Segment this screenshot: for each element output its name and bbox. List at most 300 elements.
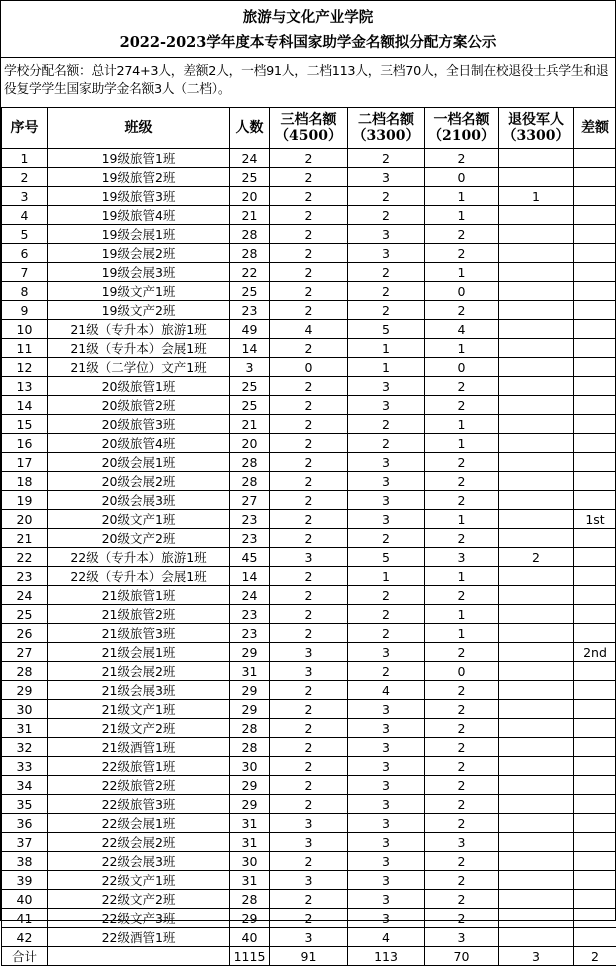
tier2-quota-cell: 3 bbox=[348, 795, 425, 814]
tier3-quota-cell: 2 bbox=[270, 681, 348, 700]
difference-cell bbox=[574, 320, 616, 339]
student-count-cell: 20 bbox=[230, 187, 270, 206]
tier3-quota-cell: 2 bbox=[270, 453, 348, 472]
class-name-cell: 21级文产2班 bbox=[48, 719, 230, 738]
row-number-cell: 13 bbox=[2, 377, 48, 396]
difference-cell bbox=[574, 415, 616, 434]
table-row bbox=[2, 263, 616, 282]
veteran-quota-cell bbox=[499, 472, 574, 491]
veteran-quota-cell bbox=[499, 871, 574, 890]
student-count-cell: 22 bbox=[230, 263, 270, 282]
veteran-quota-cell bbox=[499, 510, 574, 529]
veteran-quota-cell bbox=[499, 814, 574, 833]
tier3-quota-cell: 3 bbox=[270, 548, 348, 567]
tier2-quota-cell: 1 bbox=[348, 567, 425, 586]
row-number-cell: 14 bbox=[2, 396, 48, 415]
tier2-quota-cell: 2 bbox=[348, 529, 425, 548]
class-name-cell: 22级文产3班 bbox=[48, 909, 230, 928]
tier1-quota-cell: 1 bbox=[425, 415, 499, 434]
tier2-quota-cell: 2 bbox=[348, 586, 425, 605]
total-row bbox=[2, 947, 616, 966]
tier2-quota-cell: 3 bbox=[348, 700, 425, 719]
tier2-quota-cell: 3 bbox=[348, 890, 425, 909]
class-name-cell: 22级（专升本）旅游1班 bbox=[48, 548, 230, 567]
header-tier3 bbox=[270, 108, 348, 149]
class-name-cell: 19级旅管1班 bbox=[48, 149, 230, 168]
table-row bbox=[2, 776, 616, 795]
row-number-cell: 9 bbox=[2, 301, 48, 320]
class-name-cell: 19级文产2班 bbox=[48, 301, 230, 320]
row-number-cell: 29 bbox=[2, 681, 48, 700]
class-name-cell: 20级文产2班 bbox=[48, 529, 230, 548]
row-number-cell: 23 bbox=[2, 567, 48, 586]
total-tier1-quota-cell: 70 bbox=[425, 947, 499, 966]
row-number-cell: 21 bbox=[2, 529, 48, 548]
veteran-quota-cell bbox=[499, 928, 574, 947]
page-subtitle: 2022-2023学年度本专科国家助学金名额拟分配方案公示 bbox=[1, 32, 615, 54]
class-name-cell: 22级旅管1班 bbox=[48, 757, 230, 776]
veteran-quota-cell bbox=[499, 282, 574, 301]
difference-cell bbox=[574, 339, 616, 358]
divider bbox=[1, 57, 615, 58]
table-row bbox=[2, 890, 616, 909]
tier1-quota-cell: 1 bbox=[425, 339, 499, 358]
difference-cell bbox=[574, 529, 616, 548]
row-number-cell: 5 bbox=[2, 225, 48, 244]
tier3-quota-cell: 2 bbox=[270, 852, 348, 871]
class-name-cell: 20级会展1班 bbox=[48, 453, 230, 472]
veteran-quota-cell bbox=[499, 168, 574, 187]
student-count-cell: 23 bbox=[230, 301, 270, 320]
difference-cell bbox=[574, 852, 616, 871]
tier2-quota-cell: 3 bbox=[348, 643, 425, 662]
student-count-cell: 28 bbox=[230, 225, 270, 244]
class-name-cell: 21级文产1班 bbox=[48, 700, 230, 719]
veteran-quota-cell bbox=[499, 833, 574, 852]
student-count-cell: 29 bbox=[230, 776, 270, 795]
tier3-quota-cell: 2 bbox=[270, 149, 348, 168]
tier2-quota-cell: 5 bbox=[348, 548, 425, 567]
student-count-cell: 20 bbox=[230, 434, 270, 453]
total-tier2-quota-cell: 113 bbox=[348, 947, 425, 966]
veteran-quota-cell bbox=[499, 225, 574, 244]
class-name-cell: 20级会展3班 bbox=[48, 491, 230, 510]
row-number-cell: 38 bbox=[2, 852, 48, 871]
tier3-quota-cell: 2 bbox=[270, 909, 348, 928]
class-name-cell: 19级旅管4班 bbox=[48, 206, 230, 225]
student-count-cell: 29 bbox=[230, 681, 270, 700]
class-name-cell: 19级文产1班 bbox=[48, 282, 230, 301]
tier2-quota-cell: 3 bbox=[348, 491, 425, 510]
tier1-quota-cell: 1 bbox=[425, 434, 499, 453]
table-row bbox=[2, 757, 616, 776]
student-count-cell: 31 bbox=[230, 871, 270, 890]
student-count-cell: 29 bbox=[230, 700, 270, 719]
row-number-cell: 37 bbox=[2, 833, 48, 852]
tier3-quota-cell: 2 bbox=[270, 624, 348, 643]
table-row bbox=[2, 662, 616, 681]
row-number-cell: 16 bbox=[2, 434, 48, 453]
tier3-quota-cell: 2 bbox=[270, 282, 348, 301]
class-name-cell: 20级旅管3班 bbox=[48, 415, 230, 434]
difference-cell bbox=[574, 301, 616, 320]
difference-cell bbox=[574, 681, 616, 700]
tier1-quota-cell: 2 bbox=[425, 472, 499, 491]
veteran-quota-cell bbox=[499, 738, 574, 757]
difference-cell bbox=[574, 377, 616, 396]
tier3-quota-cell: 3 bbox=[270, 814, 348, 833]
veteran-quota-cell bbox=[499, 795, 574, 814]
header-class: 班级 bbox=[48, 108, 230, 149]
student-count-cell: 31 bbox=[230, 662, 270, 681]
table-row bbox=[2, 244, 616, 263]
tier2-quota-cell: 3 bbox=[348, 776, 425, 795]
student-count-cell: 29 bbox=[230, 795, 270, 814]
class-name-cell: 22级会展2班 bbox=[48, 833, 230, 852]
row-number-cell: 10 bbox=[2, 320, 48, 339]
tier1-quota-cell: 2 bbox=[425, 719, 499, 738]
difference-cell bbox=[574, 700, 616, 719]
row-number-cell: 25 bbox=[2, 605, 48, 624]
table-row bbox=[2, 529, 616, 548]
tier2-quota-cell: 2 bbox=[348, 263, 425, 282]
tier1-quota-cell: 2 bbox=[425, 643, 499, 662]
difference-cell bbox=[574, 434, 616, 453]
tier2-quota-cell: 2 bbox=[348, 206, 425, 225]
difference-cell bbox=[574, 206, 616, 225]
student-count-cell: 14 bbox=[230, 339, 270, 358]
student-count-cell: 23 bbox=[230, 605, 270, 624]
tier1-quota-cell: 2 bbox=[425, 814, 499, 833]
difference-cell bbox=[574, 757, 616, 776]
student-count-cell: 40 bbox=[230, 928, 270, 947]
student-count-cell: 23 bbox=[230, 510, 270, 529]
class-name-cell: 21级旅管2班 bbox=[48, 605, 230, 624]
tier3-quota-cell: 2 bbox=[270, 225, 348, 244]
tier1-quota-cell: 2 bbox=[425, 681, 499, 700]
row-number-cell: 31 bbox=[2, 719, 48, 738]
table-row bbox=[2, 320, 616, 339]
row-number-cell: 15 bbox=[2, 415, 48, 434]
tier1-quota-cell: 2 bbox=[425, 795, 499, 814]
veteran-quota-cell bbox=[499, 320, 574, 339]
class-name-cell: 19级会展2班 bbox=[48, 244, 230, 263]
tier2-quota-cell: 3 bbox=[348, 833, 425, 852]
row-number-cell: 40 bbox=[2, 890, 48, 909]
student-count-cell: 31 bbox=[230, 814, 270, 833]
row-number-cell: 22 bbox=[2, 548, 48, 567]
difference-cell: 2nd bbox=[574, 643, 616, 662]
table-row bbox=[2, 567, 616, 586]
allocation-note: 学校分配名额：总计274+3人，差额2人，一档91人，二档113人，三档70人，全日制在校退役士兵学生和退役复学学生国家助学金名额3人（二档）。 bbox=[4, 63, 614, 99]
tier2-quota-cell: 3 bbox=[348, 757, 425, 776]
table-header-row bbox=[2, 108, 616, 149]
tier1-quota-cell: 1 bbox=[425, 567, 499, 586]
row-number-cell: 12 bbox=[2, 358, 48, 377]
veteran-quota-cell bbox=[499, 415, 574, 434]
row-number-cell: 20 bbox=[2, 510, 48, 529]
class-name-cell: 20级旅管1班 bbox=[48, 377, 230, 396]
total-row-number-cell: 合计 bbox=[2, 947, 48, 966]
row-number-cell: 7 bbox=[2, 263, 48, 282]
tier2-quota-cell: 3 bbox=[348, 510, 425, 529]
difference-cell bbox=[574, 548, 616, 567]
header-tier3-label: 三档名额 bbox=[270, 112, 347, 128]
table-row bbox=[2, 738, 616, 757]
student-count-cell: 21 bbox=[230, 415, 270, 434]
row-number-cell: 34 bbox=[2, 776, 48, 795]
difference-cell bbox=[574, 263, 616, 282]
class-name-cell: 20级会展2班 bbox=[48, 472, 230, 491]
table-row bbox=[2, 491, 616, 510]
row-number-cell: 3 bbox=[2, 187, 48, 206]
class-name-cell: 22级会展1班 bbox=[48, 814, 230, 833]
header-tier1 bbox=[425, 108, 499, 149]
difference-cell bbox=[574, 890, 616, 909]
veteran-quota-cell bbox=[499, 624, 574, 643]
tier2-quota-cell: 1 bbox=[348, 358, 425, 377]
tier2-quota-cell: 2 bbox=[348, 187, 425, 206]
veteran-quota-cell bbox=[499, 529, 574, 548]
difference-cell bbox=[574, 168, 616, 187]
tier1-quota-cell: 0 bbox=[425, 358, 499, 377]
tier2-quota-cell: 3 bbox=[348, 909, 425, 928]
row-number-cell: 24 bbox=[2, 586, 48, 605]
class-name-cell: 19级会展3班 bbox=[48, 263, 230, 282]
veteran-quota-cell bbox=[499, 453, 574, 472]
tier1-quota-cell: 2 bbox=[425, 529, 499, 548]
row-number-cell: 1 bbox=[2, 149, 48, 168]
tier2-quota-cell: 2 bbox=[348, 434, 425, 453]
difference-cell bbox=[574, 605, 616, 624]
student-count-cell: 45 bbox=[230, 548, 270, 567]
student-count-cell: 25 bbox=[230, 282, 270, 301]
total-class-name-cell bbox=[48, 947, 230, 966]
class-name-cell: 22级酒管1班 bbox=[48, 928, 230, 947]
tier2-quota-cell: 3 bbox=[348, 871, 425, 890]
table-row bbox=[2, 928, 616, 947]
veteran-quota-cell bbox=[499, 757, 574, 776]
difference-cell bbox=[574, 567, 616, 586]
table-row bbox=[2, 833, 616, 852]
class-name-cell: 20级旅管2班 bbox=[48, 396, 230, 415]
veteran-quota-cell bbox=[499, 339, 574, 358]
difference-cell bbox=[574, 358, 616, 377]
row-number-cell: 39 bbox=[2, 871, 48, 890]
student-count-cell: 49 bbox=[230, 320, 270, 339]
table-row bbox=[2, 586, 616, 605]
student-count-cell: 24 bbox=[230, 586, 270, 605]
table-row bbox=[2, 358, 616, 377]
difference-cell bbox=[574, 928, 616, 947]
tier3-quota-cell: 2 bbox=[270, 605, 348, 624]
difference-cell bbox=[574, 795, 616, 814]
tier2-quota-cell: 3 bbox=[348, 377, 425, 396]
veteran-quota-cell bbox=[499, 377, 574, 396]
row-number-cell: 36 bbox=[2, 814, 48, 833]
table-row bbox=[2, 852, 616, 871]
row-number-cell: 8 bbox=[2, 282, 48, 301]
veteran-quota-cell bbox=[499, 662, 574, 681]
class-name-cell: 21级旅管1班 bbox=[48, 586, 230, 605]
row-number-cell: 4 bbox=[2, 206, 48, 225]
difference-cell bbox=[574, 491, 616, 510]
table-row bbox=[2, 814, 616, 833]
tier3-quota-cell: 2 bbox=[270, 738, 348, 757]
table-row bbox=[2, 377, 616, 396]
table-body bbox=[2, 149, 616, 966]
veteran-quota-cell bbox=[499, 263, 574, 282]
veteran-quota-cell bbox=[499, 491, 574, 510]
tier1-quota-cell: 2 bbox=[425, 244, 499, 263]
tier3-quota-cell: 3 bbox=[270, 643, 348, 662]
tier2-quota-cell: 4 bbox=[348, 681, 425, 700]
class-name-cell: 22级会展3班 bbox=[48, 852, 230, 871]
tier3-quota-cell: 2 bbox=[270, 206, 348, 225]
row-number-cell: 35 bbox=[2, 795, 48, 814]
difference-cell bbox=[574, 453, 616, 472]
tier2-quota-cell: 3 bbox=[348, 738, 425, 757]
tier1-quota-cell: 2 bbox=[425, 890, 499, 909]
veteran-quota-cell bbox=[499, 719, 574, 738]
tier3-quota-cell: 0 bbox=[270, 358, 348, 377]
veteran-quota-cell bbox=[499, 890, 574, 909]
veteran-quota-cell bbox=[499, 776, 574, 795]
class-name-cell: 19级旅管2班 bbox=[48, 168, 230, 187]
veteran-quota-cell: 2 bbox=[499, 548, 574, 567]
table-row bbox=[2, 719, 616, 738]
tier2-quota-cell: 3 bbox=[348, 453, 425, 472]
veteran-quota-cell bbox=[499, 909, 574, 928]
class-name-cell: 19级会展1班 bbox=[48, 225, 230, 244]
class-name-cell: 20级文产1班 bbox=[48, 510, 230, 529]
tier1-quota-cell: 2 bbox=[425, 396, 499, 415]
header-veteran-amount: （3300） bbox=[499, 128, 573, 144]
tier3-quota-cell: 2 bbox=[270, 396, 348, 415]
veteran-quota-cell bbox=[499, 681, 574, 700]
row-number-cell: 33 bbox=[2, 757, 48, 776]
student-count-cell: 28 bbox=[230, 738, 270, 757]
tier3-quota-cell: 3 bbox=[270, 833, 348, 852]
tier2-quota-cell: 2 bbox=[348, 301, 425, 320]
class-name-cell: 21级（专升本）会展1班 bbox=[48, 339, 230, 358]
tier3-quota-cell: 2 bbox=[270, 776, 348, 795]
veteran-quota-cell bbox=[499, 643, 574, 662]
veteran-quota-cell bbox=[499, 244, 574, 263]
tier1-quota-cell: 2 bbox=[425, 586, 499, 605]
difference-cell bbox=[574, 187, 616, 206]
student-count-cell: 21 bbox=[230, 206, 270, 225]
veteran-quota-cell bbox=[499, 567, 574, 586]
row-number-cell: 30 bbox=[2, 700, 48, 719]
tier2-quota-cell: 3 bbox=[348, 244, 425, 263]
table-row bbox=[2, 301, 616, 320]
table-row bbox=[2, 795, 616, 814]
class-name-cell: 21级会展3班 bbox=[48, 681, 230, 700]
tier2-quota-cell: 2 bbox=[348, 415, 425, 434]
allocation-table bbox=[1, 107, 616, 966]
veteran-quota-cell: 1 bbox=[499, 187, 574, 206]
table-row bbox=[2, 282, 616, 301]
tier3-quota-cell: 2 bbox=[270, 472, 348, 491]
student-count-cell: 14 bbox=[230, 567, 270, 586]
tier2-quota-cell: 2 bbox=[348, 662, 425, 681]
table-row bbox=[2, 643, 616, 662]
tier3-quota-cell: 2 bbox=[270, 491, 348, 510]
header-tier1-label: 一档名额 bbox=[425, 112, 498, 128]
table-row bbox=[2, 548, 616, 567]
row-number-cell: 32 bbox=[2, 738, 48, 757]
tier3-quota-cell: 2 bbox=[270, 187, 348, 206]
tier3-quota-cell: 2 bbox=[270, 529, 348, 548]
tier2-quota-cell: 3 bbox=[348, 396, 425, 415]
tier1-quota-cell: 2 bbox=[425, 776, 499, 795]
difference-cell bbox=[574, 396, 616, 415]
difference-cell bbox=[574, 149, 616, 168]
difference-cell bbox=[574, 776, 616, 795]
tier3-quota-cell: 3 bbox=[270, 662, 348, 681]
tier1-quota-cell: 2 bbox=[425, 871, 499, 890]
tier1-quota-cell: 1 bbox=[425, 263, 499, 282]
tier3-quota-cell: 2 bbox=[270, 757, 348, 776]
student-count-cell: 28 bbox=[230, 890, 270, 909]
veteran-quota-cell bbox=[499, 586, 574, 605]
tier1-quota-cell: 0 bbox=[425, 168, 499, 187]
student-count-cell: 28 bbox=[230, 453, 270, 472]
table-row bbox=[2, 605, 616, 624]
tier1-quota-cell: 1 bbox=[425, 605, 499, 624]
student-count-cell: 23 bbox=[230, 529, 270, 548]
tier1-quota-cell: 2 bbox=[425, 700, 499, 719]
tier3-quota-cell: 2 bbox=[270, 415, 348, 434]
class-name-cell: 22级（专升本）会展1班 bbox=[48, 567, 230, 586]
difference-cell bbox=[574, 662, 616, 681]
table-row bbox=[2, 206, 616, 225]
difference-cell bbox=[574, 909, 616, 928]
tier1-quota-cell: 2 bbox=[425, 301, 499, 320]
difference-cell bbox=[574, 871, 616, 890]
tier2-quota-cell: 3 bbox=[348, 225, 425, 244]
difference-cell bbox=[574, 738, 616, 757]
header-difference: 差额 bbox=[574, 108, 616, 149]
tier1-quota-cell: 3 bbox=[425, 928, 499, 947]
veteran-quota-cell bbox=[499, 301, 574, 320]
difference-cell bbox=[574, 586, 616, 605]
student-count-cell: 30 bbox=[230, 757, 270, 776]
table-row bbox=[2, 453, 616, 472]
row-number-cell: 19 bbox=[2, 491, 48, 510]
difference-cell bbox=[574, 833, 616, 852]
row-number-cell: 28 bbox=[2, 662, 48, 681]
class-name-cell: 22级旅管3班 bbox=[48, 795, 230, 814]
veteran-quota-cell bbox=[499, 852, 574, 871]
row-number-cell: 18 bbox=[2, 472, 48, 491]
tier3-quota-cell: 3 bbox=[270, 928, 348, 947]
tier2-quota-cell: 3 bbox=[348, 719, 425, 738]
student-count-cell: 30 bbox=[230, 852, 270, 871]
total-tier3-quota-cell: 91 bbox=[270, 947, 348, 966]
tier3-quota-cell: 2 bbox=[270, 700, 348, 719]
tier3-quota-cell: 2 bbox=[270, 301, 348, 320]
tier3-quota-cell: 2 bbox=[270, 795, 348, 814]
row-number-cell: 26 bbox=[2, 624, 48, 643]
row-number-cell: 41 bbox=[2, 909, 48, 928]
student-count-cell: 31 bbox=[230, 833, 270, 852]
tier1-quota-cell: 4 bbox=[425, 320, 499, 339]
class-name-cell: 21级会展2班 bbox=[48, 662, 230, 681]
tier3-quota-cell: 2 bbox=[270, 567, 348, 586]
class-name-cell: 22级旅管2班 bbox=[48, 776, 230, 795]
